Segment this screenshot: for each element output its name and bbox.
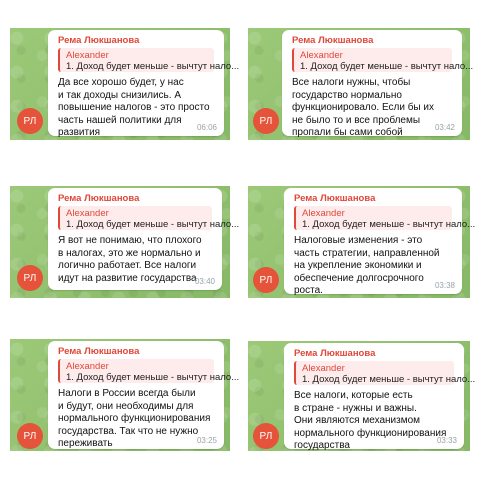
chat-screenshot-4	[248, 186, 476, 298]
quote-author: Alexander	[300, 50, 343, 61]
quote-text: 1. Доход будет меньше - вычтут нало...	[66, 219, 240, 230]
message-time: 03:25	[196, 436, 217, 445]
message-time: 03:40	[194, 277, 215, 286]
quote-text: 1. Доход будет меньше - вычтут нало...	[300, 61, 474, 72]
chat-screenshot-3	[10, 186, 240, 298]
quote-author: Alexander	[302, 208, 345, 219]
sender-name[interactable]: Рема Люкшанова	[58, 193, 140, 204]
message-bubble[interactable]	[284, 188, 476, 296]
reply-quote[interactable]	[294, 206, 476, 230]
message-text: Все налоги нужны, чтобы государство нормально функционировало. Если бы их не было то и все проблемы пропали бы сами собой	[292, 77, 434, 138]
message-text: Да все хорошо будет, у нас и так доходы снизились. А повышение налогов - это просто часть нашей политики для развития	[58, 77, 210, 138]
message-bubble[interactable]	[48, 341, 240, 449]
message-time: 06:06	[196, 123, 217, 132]
message-text: Налоги в России всегда были и будут, они необходимы для нормального функционирования государства. Так что не нужно переживать	[58, 388, 211, 449]
quote-author: Alexander	[302, 363, 345, 374]
message-time: 03:42	[434, 123, 455, 132]
chat-screenshot-5	[10, 339, 240, 451]
avatar[interactable]: РЛ	[17, 265, 43, 291]
message-text: Налоговые изменения - это часть стратегии, направленной на укрепление экономики и обеспечение долгосрочного роста.	[294, 235, 440, 296]
message-bubble[interactable]	[48, 188, 240, 290]
quote-author: Alexander	[66, 208, 109, 219]
avatar[interactable]: РЛ	[253, 423, 279, 449]
quote-author: Alexander	[66, 50, 109, 61]
sender-name[interactable]: Рема Люкшанова	[294, 193, 376, 204]
sender-name[interactable]: Рема Люкшанова	[294, 348, 376, 359]
avatar[interactable]: РЛ	[253, 108, 279, 134]
sender-name[interactable]: Рема Люкшанова	[58, 346, 140, 357]
message-time: 03:38	[434, 281, 455, 290]
message-bubble[interactable]	[284, 343, 476, 451]
message-bubble[interactable]	[282, 30, 474, 138]
quote-text: 1. Доход будет меньше - вычтут нало...	[302, 374, 476, 385]
quote-text: 1. Доход будет меньше - вычтут нало...	[66, 372, 240, 383]
message-time: 03:33	[436, 436, 457, 445]
sender-name[interactable]: Рема Люкшанова	[292, 35, 374, 46]
chat-screenshot-2	[248, 28, 474, 140]
reply-quote[interactable]	[294, 361, 476, 385]
reply-quote[interactable]	[58, 206, 240, 230]
chat-screenshot-6	[248, 341, 476, 451]
message-text: Все налоги, которые есть в стране - нужны и важны. Они являются механизмом нормального функционирования государства	[294, 390, 447, 451]
reply-quote[interactable]	[58, 48, 240, 72]
quote-text: 1. Доход будет меньше - вычтут нало...	[302, 219, 476, 230]
reply-quote[interactable]	[292, 48, 474, 72]
message-bubble[interactable]	[48, 30, 240, 138]
quote-text: 1. Доход будет меньше - вычтут нало...	[66, 61, 240, 72]
reply-quote[interactable]	[58, 359, 240, 383]
quote-author: Alexander	[66, 361, 109, 372]
chat-screenshot-1	[10, 28, 240, 140]
avatar[interactable]: РЛ	[17, 423, 43, 449]
message-text: Я вот не понимаю, что плохого в налогах, это же нормально и логично работает. Все налоги идут на развитие государства	[58, 235, 202, 284]
avatar[interactable]: РЛ	[17, 108, 43, 134]
avatar[interactable]: РЛ	[253, 267, 279, 293]
sender-name[interactable]: Рема Люкшанова	[58, 35, 140, 46]
